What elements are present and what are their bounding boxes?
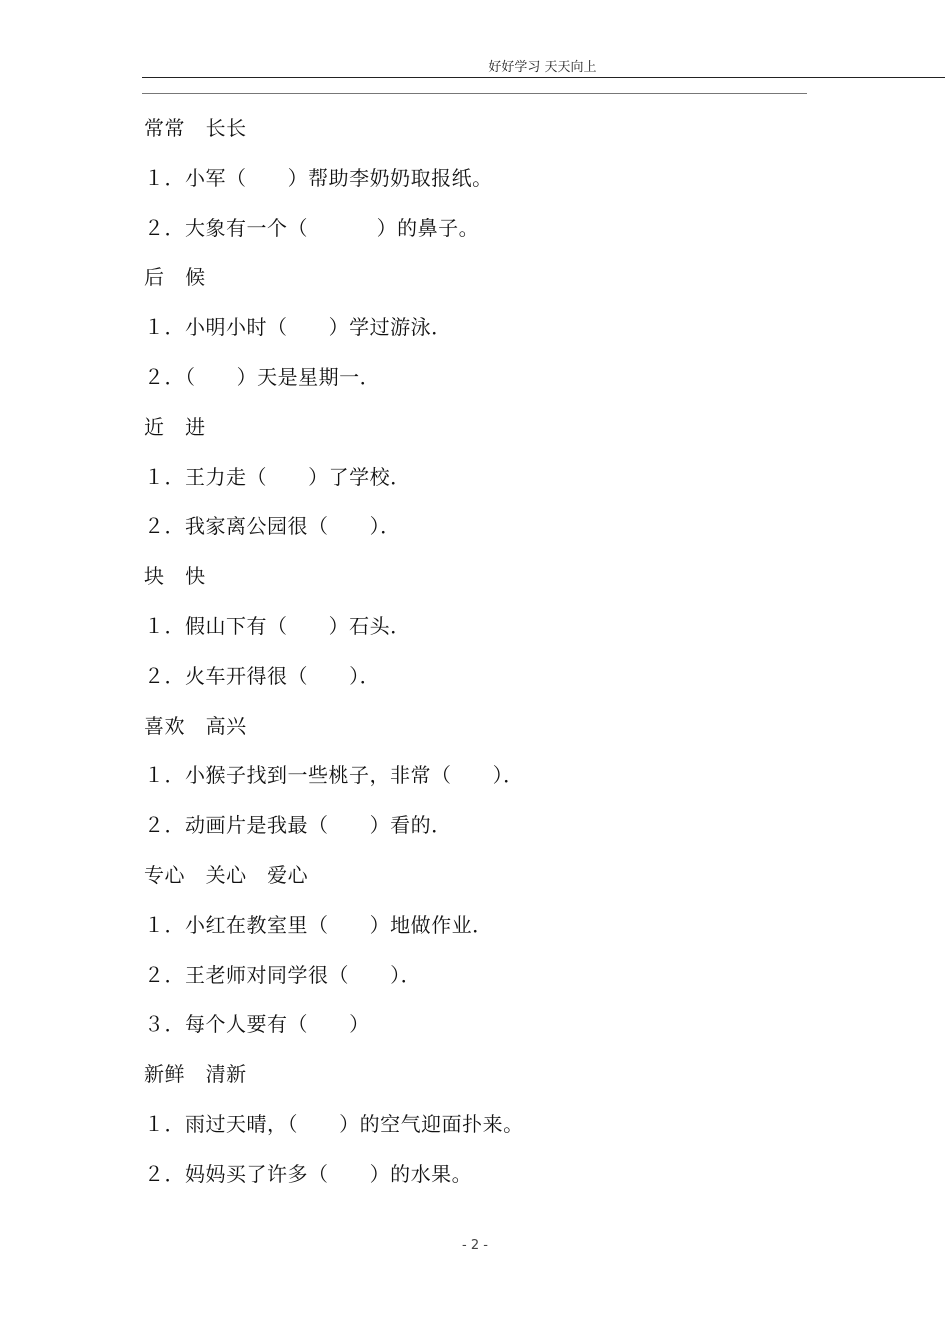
exercise-sentence: １．小明小时（ ）学过游泳． <box>144 315 452 340</box>
exercise-sentence: １．王力走（ ）了学校． <box>144 464 411 489</box>
exercise-sentence: ２．（ ）天是星期一． <box>144 364 381 389</box>
exercise-sentence: １．假山下有（ ）石头． <box>144 613 411 638</box>
word-pair-heading: 专心 关心 爱心 <box>144 862 309 887</box>
word-pair-heading: 后 候 <box>144 265 206 290</box>
worksheet-body <box>144 104 844 1200</box>
header-rule-thin <box>142 93 807 94</box>
exercise-sentence: ２．王老师对同学很（ ）． <box>144 962 422 987</box>
exercise-sentence: １．小猴子找到一些桃子，非常（ ）． <box>144 763 524 788</box>
header-rule-thick <box>142 77 945 78</box>
exercise-sentence: １．小红在教室里（ ）地做作业． <box>144 912 493 937</box>
exercise-sentence: ２．大象有一个（ ）的鼻子。 <box>144 215 480 240</box>
exercise-sentence: １．雨过天晴，（ ）的空气迎面扑来。 <box>144 1111 524 1136</box>
word-pair-heading: 喜欢 高兴 <box>144 713 247 738</box>
page-number: - 2 - <box>462 1238 488 1253</box>
exercise-sentence: ３．每个人要有（ ） <box>144 1012 370 1037</box>
exercise-sentence: ２．动画片是我最（ ）看的． <box>144 813 452 838</box>
word-pair-heading: 常常 长长 <box>144 116 247 140</box>
word-pair-heading: 近 进 <box>144 414 206 439</box>
page-header-title: 好好学习 天天向上 <box>488 60 597 75</box>
exercise-sentence: １．小军（ ）帮助李奶奶取报纸。 <box>144 165 493 190</box>
word-pair-heading: 新鲜 清新 <box>144 1062 247 1087</box>
exercise-sentence: ２．我家离公园很（ ）． <box>144 514 401 539</box>
exercise-sentence: ２．妈妈买了许多（ ）的水果。 <box>144 1161 473 1186</box>
word-pair-heading: 块 快 <box>144 564 206 589</box>
exercise-sentence: ２．火车开得很（ ）． <box>144 663 381 688</box>
